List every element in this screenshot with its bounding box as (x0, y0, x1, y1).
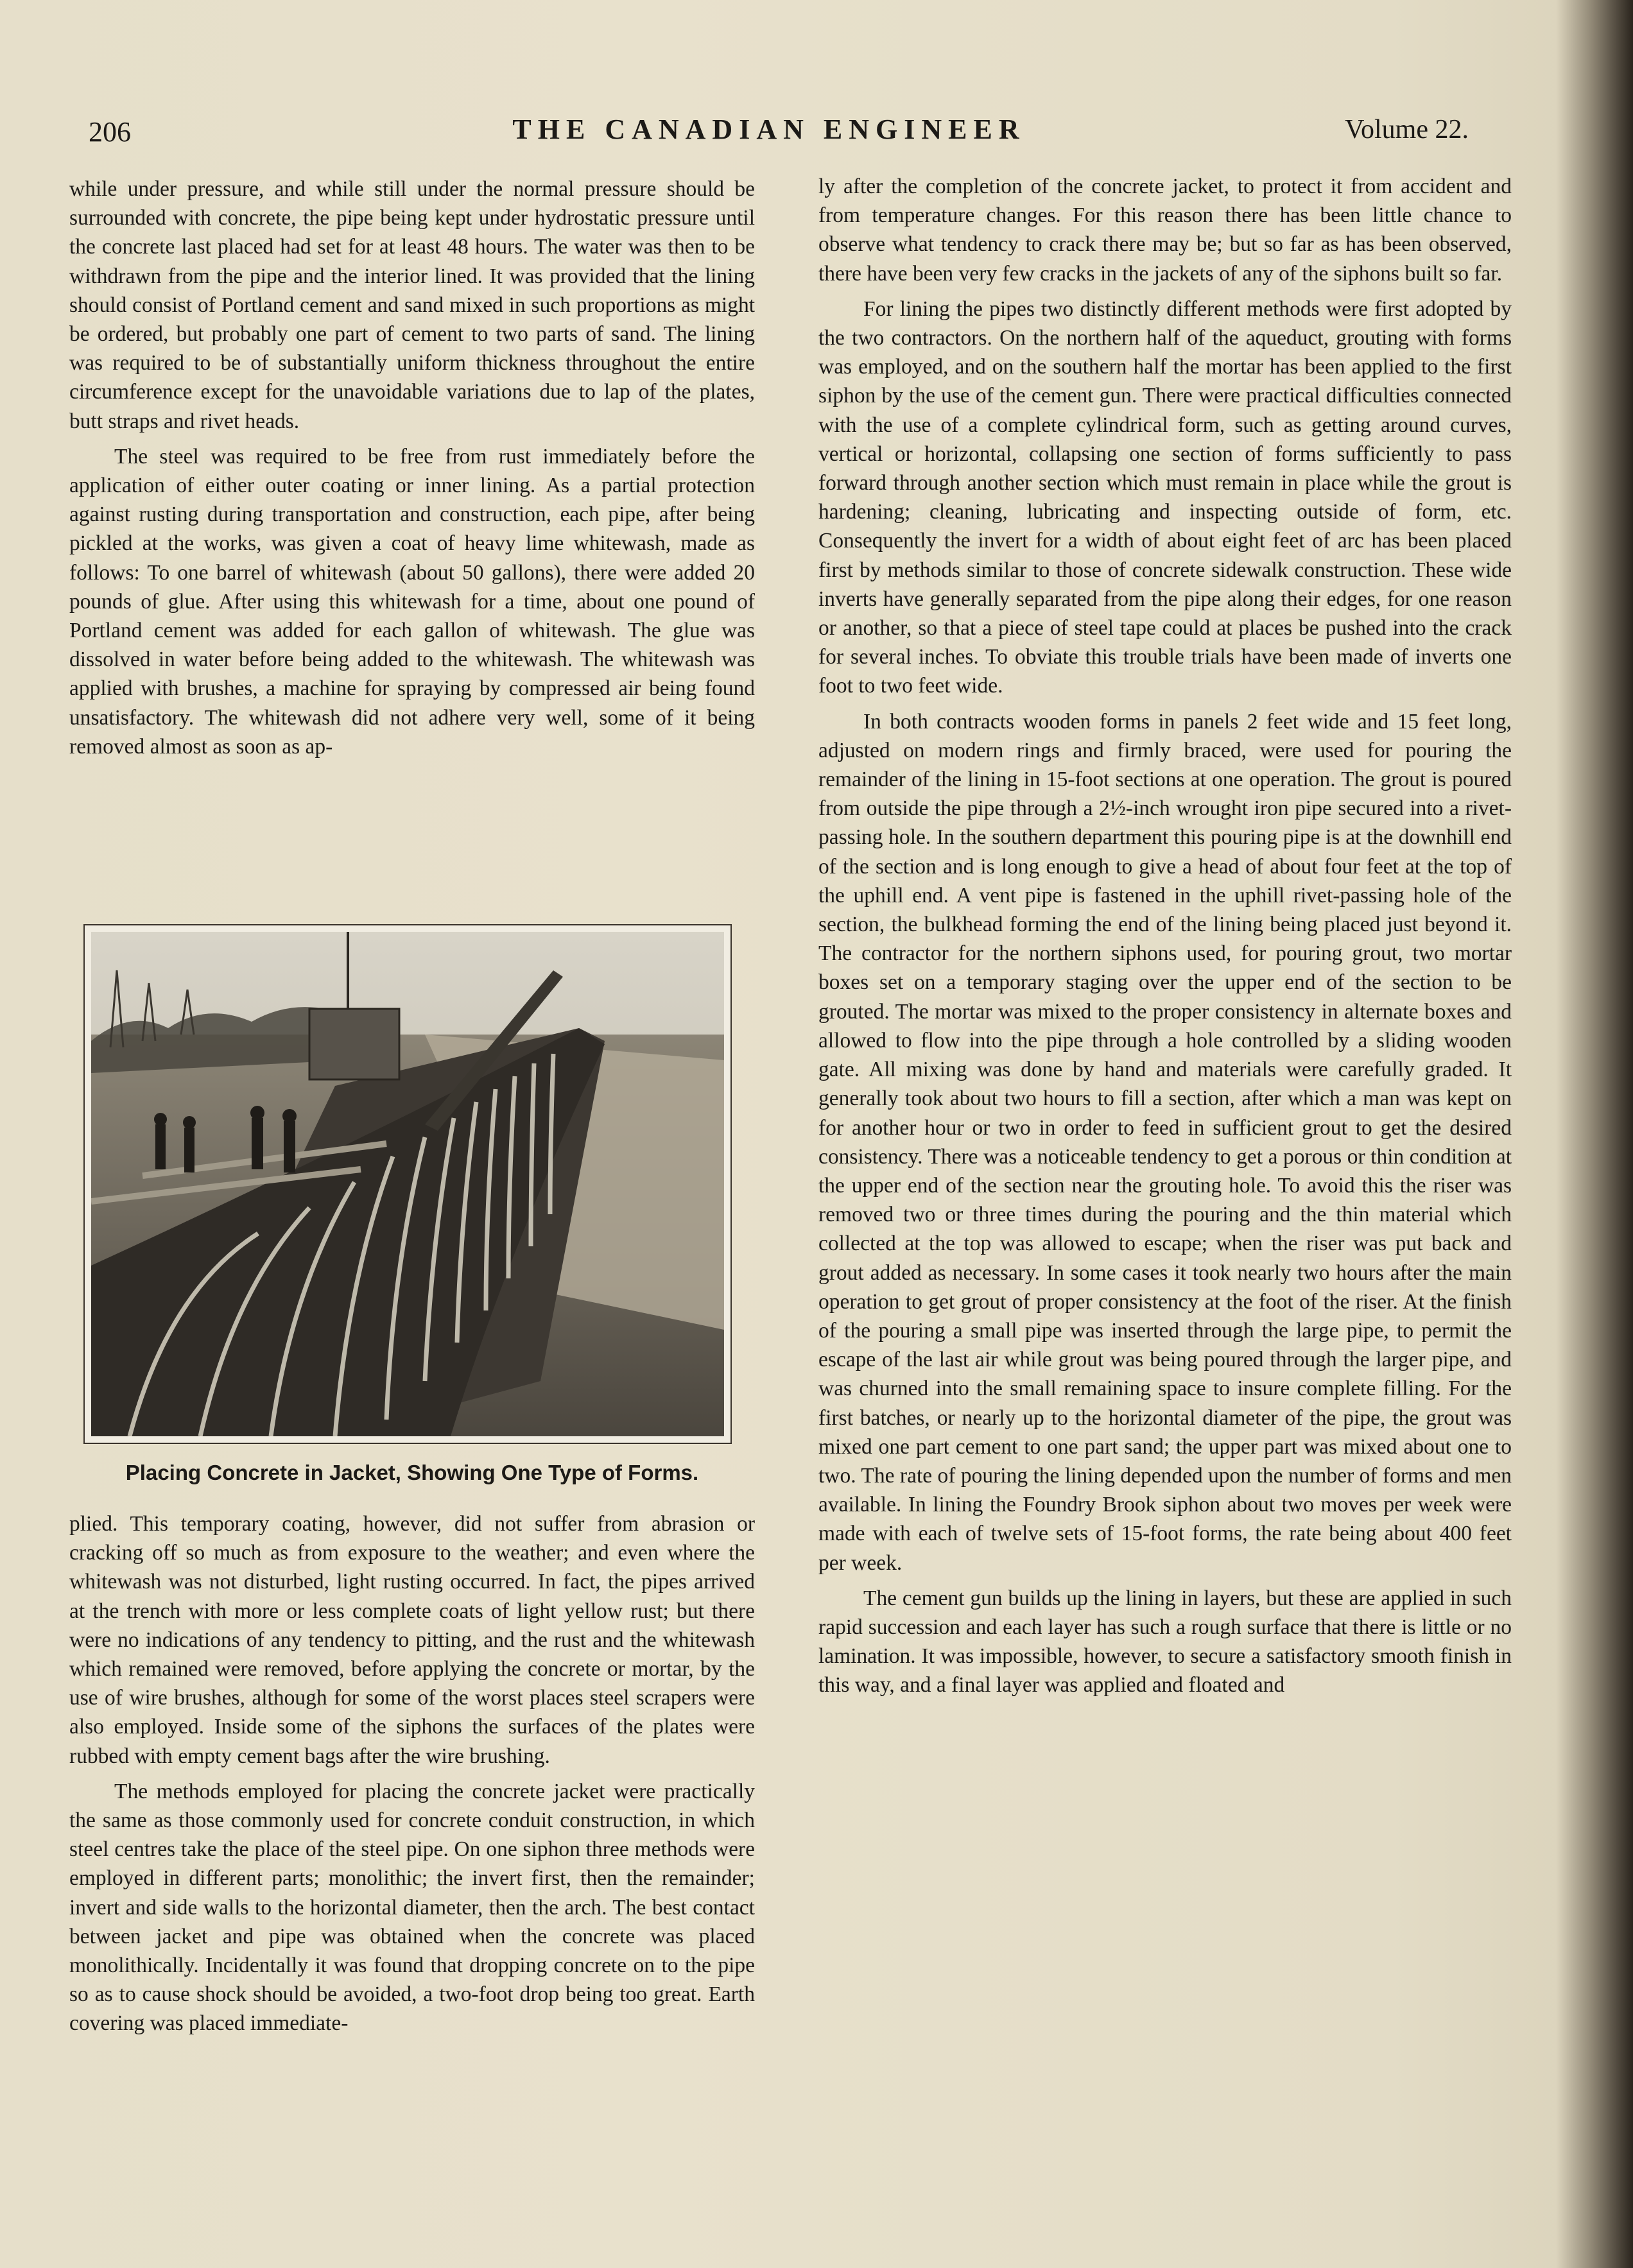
paragraph: The cement gun builds up the lining in layers, but these are applied in such rapid succession and each layer has such a rough surface that there is little or no lamination. It was impossible, however, to secure a satisfactory smooth finish in this way, and a final layer was applied and floated and (818, 1586, 1512, 1697)
paragraph: plied. This temporary coating, however, did not suffer from abrasion or cracking off so much as from exposure to the weather; and even where the whitewash was not disturbed, light rusting occurred. In fact, the pipes arrived at the trench with more or less complete coats of light yellow rust; but there were no indications of any tendency to pitting, and the rust and the whitewash which remained were removed, before applying the concrete or mortar, by the use of wire brushes, although for some of the worst places steel scrapers were also employed. Inside some of the siphons the surfaces of the plates were rubbed with empty cement bags after the wire brushing. (69, 1512, 755, 1768)
paragraph: For lining the pipes two distinctly different methods were first adopted by the two contractors. On the northern half of the aqueduct, grouting with forms was employed, and on the southern half the mortar has been applied to the first siphon by the use of the cement gun. There were practical difficulties connected with the use of a complete cylindrical form, such as getting around curves, vertical or horizontal, collapsing one section of forms sufficiently to pass forward through another section which must remain in place while the grout is hardening; cleaning, lubricating and inspecting outside of form, etc. Consequently the invert for a width of about eight feet of arc has been placed first by methods similar to those of concrete sidewalk construction. These wide inverts have generally separated from the pipe along their edges, for one reason or another, so that a piece of steel tape could at places be pushed into the crack for several inches. To obviate this trouble trials have been made of inverts one foot to two feet wide. (818, 296, 1512, 698)
paragraph: The steel was required to be free from rust immediately before the application of either outer coating or inner lining. As a partial protection against rusting during transportation and construction, each pipe, after being pickled at the works, was given a coat of heavy lime whitewash, made as follows: To one barrel of whitewash (about 50 gallons), there were added 20 pounds of glue. After using this whitewash for a time, about one pound of Portland cement was added for each gallon of whitewash. The glue was dissolved in water before being added to the whitewash. The whitewash was applied with brushes, a machine for spraying by compressed air being found unsatisfactory. The whitewash did not adhere very well, some of it being removed almost as soon as ap- (69, 444, 755, 759)
page-number: 206 (89, 116, 131, 148)
figure-caption: Placing Concrete in Jacket, Showing One Type of Forms. (125, 1461, 699, 1484)
paragraph: while under pressure, and while still under the normal pressure should be surrounded with concrete, the pipe being kept under hydrostatic pressure until the concrete last placed had set for at least 48 hours. The water was then to be withdrawn from the pipe and the interior lined. It was provided that the lining should consist of Portland cement and sand mixed in such proportions as might be ordered, but probably one part of cement to two parts of sand. The lining was required to be of substantially uniform thickness throughout the entire circumference except for the unavoidable variations due to lap of the plates, butt straps and rivet heads. (69, 177, 755, 433)
left-column-bottom (69, 1509, 755, 2038)
paragraph: ly after the completion of the concrete jacket, to protect it from accident and from temperature changes. For this reason there has been little chance to observe what tendency to crack there may be; but so far as has been observed, there have been very few cracks in the jackets of any of the siphons built so far. (818, 175, 1512, 286)
photo-illustration (91, 932, 724, 1436)
paragraph: In both contracts wooden forms in panels 2 feet wide and 15 feet long, adjusted on modern rings and firmly braced, were used for pouring the remainder of the lining in 15-foot sections at one operation. The grout is poured from outside the pipe through a 2½-inch wrought iron pipe secured into a rivet-passing hole. In the southern department this pouring pipe is at the downhill end of the section and is long enough to give a head of about four feet at the top of the uphill end. A vent pipe is fastened in the uphill rivet-passing hole of the section, the bulkhead forming the end of the lining being placed just beyond it. The contractor for the northern siphons used, for pouring grout, two mortar boxes set on a temporary staging over the upper end of the section to be grouted. The mortar was mixed to the proper consistency in alternate boxes and allowed to flow into the pipe through a hole controlled by a sliding wooden gate. All mixing was done by hand and materials were carefully graded. It generally took about two hours to fill a section, after which a man was kept on for another hour or two in order to feed in sufficient grout to get the desired consistency. There was a noticeable tendency to get a porous or thin condition at the upper end of the section near the grouting hole. To avoid this the riser was removed two or three times during the pouring and the thin material which collected at the top was allowed to escape; when the riser was put back and grout added as necessary. In some cases it took nearly two hours after the main operation to get grout of proper consistency at the foot of the riser. At the finish of the pouring a small pipe was inserted through the large pipe, to permit the escape of the last air while grout was being poured through the larger pipe, and was churned into the small remaining space to insure complete filling. For the first batches, or nearly up to the horizontal diameter of the pipe, the grout was mixed one part cement to one part sand; the upper part was mixed about one to two. The rate of pouring the lining depended upon the number of forms and men available. In lining the Foundry Brook siphon about two moves per week were made with each of twelve sets of 15-foot forms, the rate being about 400 feet per week. (818, 709, 1512, 1575)
paragraph: The methods employed for placing the concrete jacket were practically the same as those commonly used for concrete conduit construction, in which steel centres take the place of the steel pipe. On one siphon three methods were employed in different parts; monolithic; the invert first, then the remainder; invert and side walls to the horizontal diameter, then the arch. The best contact between jacket and pipe was obtained when the concrete was placed monolithically. Incidentally it was found that dropping concrete on to the pipe so as to cause shock should be avoided, a two-foot drop being too great. Earth covering was placed immediate- (69, 1779, 755, 2036)
photo-placing-concrete (83, 924, 732, 1444)
journal-title: THE CANADIAN ENGINEER (512, 114, 1026, 145)
book-spine-shadow (1556, 0, 1633, 2268)
figure (83, 924, 732, 1444)
left-column-top (69, 175, 755, 761)
running-header (69, 109, 1469, 154)
volume-label: Volume 22. (1345, 115, 1469, 144)
right-column (818, 172, 1512, 1700)
